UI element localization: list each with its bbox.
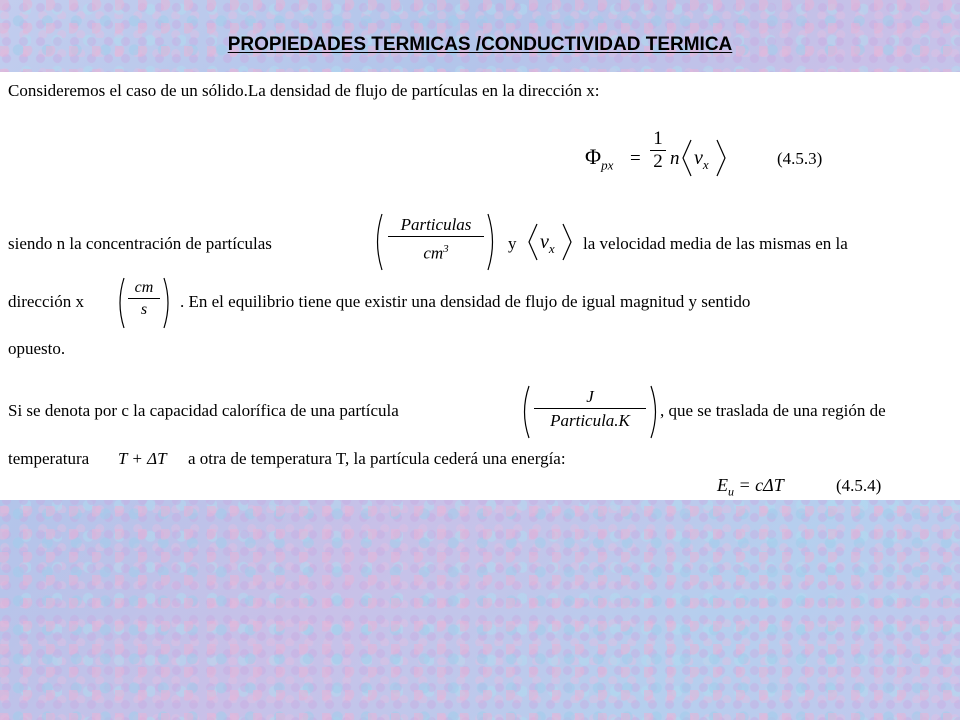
- unit-jpk-den: Particula.K: [550, 411, 630, 430]
- eq453-v: [694, 148, 709, 171]
- unit-particulas-den-exp: 3: [443, 243, 449, 255]
- vx-letter: v: [540, 231, 549, 253]
- paragraph-4-end: , que se traslada de una región de: [660, 401, 886, 420]
- eq453-n: n: [670, 148, 680, 169]
- paragraph-3-start: dirección x: [8, 292, 84, 311]
- paragraph-2-start: siendo n la concentración de partículas: [8, 234, 272, 253]
- eq453-phi-symbol: Φ: [585, 144, 602, 169]
- eq453-equals: =: [630, 148, 641, 169]
- eq453-fraction: [650, 128, 666, 173]
- eq453-phi-sub: px: [601, 157, 614, 173]
- eq454-e: E: [717, 475, 728, 495]
- paragraph-1: Consideremos el caso de un sólido.La densidad de flujo de partículas en la dirección x:: [8, 81, 600, 100]
- eq453-phi: [585, 146, 613, 171]
- vx-sub: x: [548, 241, 555, 256]
- slide-title-text: PROPIEDADES TERMICAS /CONDUCTIVIDAD TERMICA: [227, 34, 733, 55]
- unit-cms-fraction: [128, 278, 160, 321]
- eq453-v-letter: v: [694, 147, 703, 169]
- unit-particulas-fraction: [388, 214, 484, 266]
- vx-symbol: [540, 232, 555, 255]
- eq453-num: 1: [653, 128, 663, 149]
- unit-particulas-den: [388, 237, 484, 266]
- unit-cms-den: s: [140, 301, 148, 318]
- eq454-tag: (4.5.4): [836, 476, 882, 495]
- eq453-tag: (4.5.3): [777, 149, 823, 168]
- unit-cms-num: cm: [134, 279, 154, 296]
- eq454-e-sub: u: [728, 484, 734, 499]
- paragraph-2-end: la velocidad media de las mismas en la: [583, 234, 848, 253]
- paragraph-5-end: a otra de temperatura T, la partícula cederá una energía:: [188, 449, 566, 468]
- slide-title: [0, 34, 960, 56]
- unit-jpk-fraction: [534, 386, 646, 433]
- equation-4-5-4: [717, 476, 784, 498]
- eq454-rhs: = cΔT: [738, 475, 784, 495]
- paragraph-4-start: Si se denota por c la capacidad calorífica de una partícula: [8, 401, 399, 420]
- eq453-v-sub: x: [702, 157, 709, 172]
- paragraph-3-end: opuesto.: [8, 339, 66, 358]
- unit-particulas-num: Particulas: [400, 215, 472, 234]
- temperature-expression: T + ΔT: [118, 449, 167, 468]
- unit-particulas-den-base: cm: [423, 243, 444, 263]
- paragraph-3-middle: . En el equilibrio tiene que existir una densidad de flujo de igual magnitud y sentido: [180, 292, 751, 311]
- paragraph-5-start: temperatura: [8, 449, 90, 468]
- unit-jpk-num: J: [586, 387, 594, 406]
- paragraph-2-y: y: [508, 234, 517, 253]
- eq453-den: 2: [653, 151, 663, 172]
- content-panel: [0, 72, 960, 500]
